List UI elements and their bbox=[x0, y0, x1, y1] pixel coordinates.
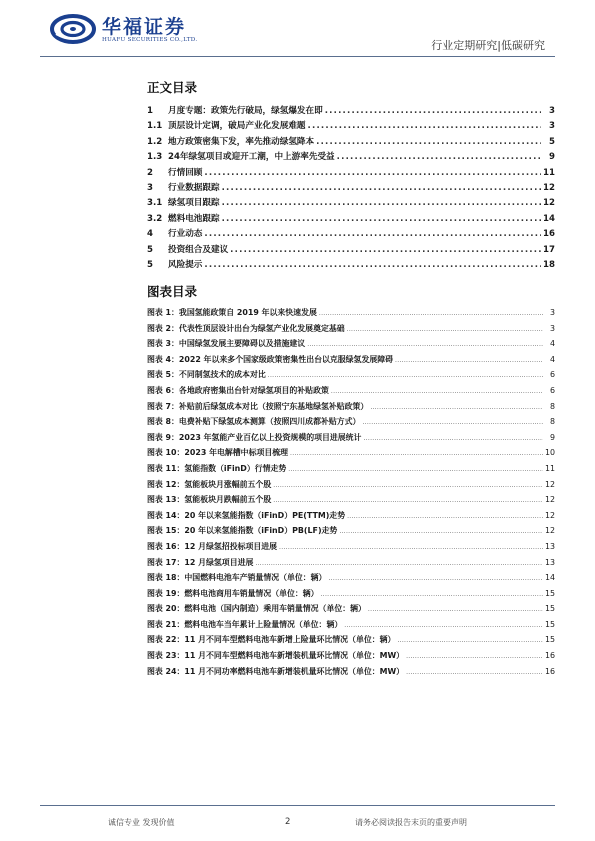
brand-name-cn: 华福证券 bbox=[102, 16, 187, 38]
figure-entry-label: 图表 9： bbox=[147, 432, 179, 442]
figure-entry-label: 图表 8： bbox=[147, 417, 179, 427]
leader-dots bbox=[319, 310, 543, 317]
figure-entry-page: 15 bbox=[544, 635, 555, 645]
toc-entry-number: 5 bbox=[147, 244, 153, 255]
toc-entry-title: 燃料电池跟踪 bbox=[168, 213, 220, 224]
figure-entry[interactable] bbox=[147, 369, 555, 385]
figure-entry-label: 图表 4： bbox=[147, 354, 179, 364]
footer-slogan: 诚信专业 发现价值 bbox=[108, 818, 175, 827]
company-logo bbox=[50, 10, 200, 50]
figure-entry-title: 燃料电池车当年累计上险量情况（单位：辆） bbox=[184, 619, 343, 629]
figure-entry-page: 6 bbox=[549, 370, 555, 380]
figure-entry-label: 图表 14： bbox=[147, 510, 185, 520]
figure-entry-title: 中国绿氢发展主要障碍以及措施建议 bbox=[178, 339, 306, 349]
figure-entry-label: 图表 10： bbox=[147, 448, 185, 458]
figure-entry[interactable] bbox=[147, 494, 555, 510]
toc-entry-title: 行业动态 bbox=[168, 229, 203, 240]
figure-entry-title: 代表性顶层设计出台为绿氢产业化发展奠定基础 bbox=[178, 323, 345, 333]
figure-entry-page: 9 bbox=[549, 432, 555, 442]
toc-heading: 正文目录 bbox=[147, 80, 198, 95]
toc-entry-title: 24年绿氢项目或迎开工潮，中上游率先受益 bbox=[168, 152, 335, 163]
figure-entry-title: 中国燃料电池车产销量情况（单位：辆） bbox=[184, 573, 327, 583]
toc-entry-number: 5 bbox=[147, 259, 153, 270]
toc-entry-title: 风险提示 bbox=[168, 259, 203, 270]
figure-entry[interactable] bbox=[147, 572, 555, 588]
figure-entry-title: 11 月不同车型燃料电池车新增上险量环比情况（单位：辆） bbox=[184, 635, 396, 645]
figure-entry-label: 图表 6： bbox=[147, 385, 179, 395]
toc-entry-title: 行业数据跟踪 bbox=[168, 182, 220, 193]
toc-entry-page: 9 bbox=[549, 152, 555, 163]
figure-entry-page: 16 bbox=[544, 666, 555, 676]
leader-dots bbox=[307, 341, 543, 348]
leader-dots bbox=[290, 450, 543, 457]
leader-dots bbox=[328, 575, 543, 582]
figure-entry[interactable] bbox=[147, 354, 555, 370]
figure-entry-title: 氢能板块月涨幅前五个股 bbox=[184, 479, 272, 489]
figure-entry-title: 2023 年氢能产业百亿以上投资规模的项目进展统计 bbox=[178, 432, 362, 442]
figure-entry-label: 图表 18： bbox=[147, 573, 185, 583]
toc-entry-title: 绿氢项目跟踪 bbox=[168, 198, 220, 209]
figure-entry[interactable] bbox=[147, 416, 555, 432]
figure-entry-page: 8 bbox=[549, 401, 555, 411]
toc-entry[interactable] bbox=[147, 227, 555, 242]
figure-list bbox=[147, 307, 555, 681]
leader-dots bbox=[368, 606, 543, 613]
toc-entry[interactable] bbox=[147, 196, 555, 211]
figure-entry-title: 电费补贴下绿氢成本测算（按照四川成都补贴方式） bbox=[178, 417, 361, 427]
figure-entry[interactable] bbox=[147, 338, 555, 354]
figure-entry-title: 氢能板块月跌幅前五个股 bbox=[184, 495, 272, 505]
leader-dots bbox=[230, 245, 541, 255]
figure-entry-page: 16 bbox=[544, 651, 555, 661]
figure-entry[interactable] bbox=[147, 307, 555, 323]
toc-entry-page: 17 bbox=[543, 244, 555, 255]
toc-entry[interactable] bbox=[147, 243, 555, 258]
leader-dots bbox=[370, 404, 543, 411]
toc-entry-page: 12 bbox=[543, 182, 555, 193]
figure-entry-label: 图表 15： bbox=[147, 526, 185, 536]
figure-entry-title: 2022 年以来多个国家级政策密集性出台以克服绿氢发展障碍 bbox=[178, 354, 394, 364]
figure-entry-title: 补贴前后绿氢成本对比（按照宁东基地绿氢补贴政策） bbox=[178, 401, 369, 411]
figure-entry-page: 15 bbox=[544, 604, 555, 614]
figure-entry-page: 12 bbox=[544, 479, 555, 489]
leader-dots bbox=[255, 560, 543, 567]
figure-entry-label: 图表 22： bbox=[147, 635, 185, 645]
figure-entry-title: 20 年以来氢能指数（iFinD）PE(TTM)走势 bbox=[184, 510, 346, 520]
figure-entry[interactable] bbox=[147, 510, 555, 526]
figure-entry-label: 图表 2： bbox=[147, 323, 179, 333]
leader-dots bbox=[344, 622, 543, 629]
figure-entry-page: 15 bbox=[544, 619, 555, 629]
figures-heading: 图表目录 bbox=[147, 284, 198, 299]
huafu-logo-icon bbox=[50, 14, 96, 44]
figure-entry-label: 图表 23： bbox=[147, 651, 185, 661]
leader-dots bbox=[347, 326, 543, 333]
leader-dots bbox=[331, 388, 543, 395]
toc-entry[interactable] bbox=[147, 166, 555, 181]
figure-entry-title: 我国氢能政策自 2019 年以来快速发展 bbox=[178, 308, 317, 317]
toc-entry-page: 12 bbox=[543, 198, 555, 209]
figure-entry-label: 图表 12： bbox=[147, 479, 185, 489]
leader-dots bbox=[337, 152, 541, 162]
toc-entry-number: 3.2 bbox=[147, 213, 163, 224]
leader-dots bbox=[308, 121, 541, 131]
toc-entry-page: 11 bbox=[543, 167, 555, 178]
figure-entry[interactable] bbox=[147, 557, 555, 573]
leader-dots bbox=[273, 497, 543, 504]
toc-entry-number: 1.2 bbox=[147, 136, 163, 147]
table-of-contents bbox=[147, 104, 555, 273]
figure-entry[interactable] bbox=[147, 603, 555, 619]
figure-entry-label: 图表 16： bbox=[147, 541, 185, 551]
figure-entry-title: 燃料电池商用车销量情况（单位：辆） bbox=[184, 588, 319, 598]
brand-name-en: HUAFU SECURITIES CO.,LTD. bbox=[102, 37, 198, 43]
figure-entry[interactable] bbox=[147, 385, 555, 401]
toc-entry[interactable] bbox=[147, 150, 555, 165]
figure-entry[interactable] bbox=[147, 541, 555, 557]
figure-entry-page: 6 bbox=[549, 385, 555, 395]
leader-dots bbox=[325, 106, 541, 116]
footer-divider bbox=[40, 805, 555, 806]
leader-dots bbox=[406, 653, 543, 660]
figure-entry-label: 图表 5： bbox=[147, 370, 179, 380]
toc-entry[interactable] bbox=[147, 119, 555, 134]
figure-entry-title: 燃料电池（国内制造）乘用车销量情况（单位：辆） bbox=[184, 604, 366, 614]
leader-dots bbox=[347, 513, 543, 520]
figure-entry[interactable] bbox=[147, 463, 555, 479]
figure-entry-page: 15 bbox=[544, 588, 555, 598]
figure-entry-page: 14 bbox=[544, 573, 555, 583]
toc-entry-page: 14 bbox=[543, 213, 555, 224]
toc-entry-page: 18 bbox=[543, 259, 555, 270]
figure-entry-page: 3 bbox=[549, 323, 555, 333]
figure-entry-page: 4 bbox=[549, 354, 555, 364]
figure-entry[interactable] bbox=[147, 650, 555, 666]
leader-dots bbox=[316, 137, 541, 147]
leader-dots bbox=[339, 528, 543, 535]
figure-entry[interactable] bbox=[147, 479, 555, 495]
leader-dots bbox=[204, 229, 541, 239]
figure-entry-title: 各地政府密集出台针对绿氢项目的补贴政策 bbox=[178, 385, 329, 395]
figure-entry[interactable] bbox=[147, 588, 555, 604]
figure-entry-title: 12 月绿氢项目进展 bbox=[184, 557, 254, 567]
leader-dots bbox=[222, 183, 541, 193]
figure-entry-page: 13 bbox=[544, 541, 555, 551]
toc-entry-number: 1.3 bbox=[147, 152, 163, 163]
leader-dots bbox=[363, 435, 543, 442]
figure-entry-page: 4 bbox=[549, 339, 555, 349]
toc-entry-number: 2 bbox=[147, 167, 153, 178]
figure-entry-title: 不同制氢技术的成本对比 bbox=[178, 370, 266, 380]
leader-dots bbox=[222, 198, 541, 208]
leader-dots bbox=[204, 260, 541, 270]
toc-entry-title: 地方政策密集下发，率先推动绿氢降本 bbox=[168, 136, 315, 147]
figure-entry-page: 12 bbox=[544, 510, 555, 520]
toc-entry-title: 行情回顾 bbox=[168, 167, 203, 178]
figure-entry-title: 2023 年电解槽中标项目梳理 bbox=[184, 448, 289, 458]
figure-entry-label: 图表 11： bbox=[147, 463, 185, 473]
leader-dots bbox=[288, 466, 543, 473]
leader-dots bbox=[395, 357, 543, 364]
figure-entry-title: 20 年以来氢能指数（iFinD）PB(LF)走势 bbox=[184, 526, 338, 536]
toc-entry-title: 投资组合及建议 bbox=[168, 244, 229, 255]
toc-entry-number: 4 bbox=[147, 229, 153, 240]
leader-dots bbox=[204, 168, 541, 178]
toc-entry[interactable] bbox=[147, 212, 555, 227]
toc-entry[interactable] bbox=[147, 258, 555, 273]
toc-entry-number: 3.1 bbox=[147, 198, 163, 209]
figure-entry[interactable] bbox=[147, 401, 555, 417]
page-number: 2 bbox=[285, 817, 291, 827]
figure-entry-page: 12 bbox=[544, 495, 555, 505]
leader-dots bbox=[321, 591, 543, 598]
leader-dots bbox=[273, 482, 543, 489]
figure-entry[interactable] bbox=[147, 447, 555, 463]
figure-entry[interactable] bbox=[147, 323, 555, 339]
toc-entry-title: 顶层设计定调，破局产业化发展难题 bbox=[168, 121, 306, 132]
toc-entry[interactable] bbox=[147, 104, 555, 119]
figure-entry[interactable] bbox=[147, 619, 555, 635]
toc-entry-page: 16 bbox=[543, 229, 555, 240]
toc-entry-page: 3 bbox=[549, 121, 555, 132]
toc-entry-number: 1.1 bbox=[147, 121, 163, 132]
leader-dots bbox=[406, 669, 543, 676]
figure-entry-page: 11 bbox=[544, 463, 555, 473]
toc-entry-number: 1 bbox=[147, 106, 153, 116]
figure-entry[interactable] bbox=[147, 666, 555, 682]
leader-dots bbox=[362, 419, 543, 426]
figure-entry-label: 图表 7： bbox=[147, 401, 179, 411]
figure-entry[interactable] bbox=[147, 432, 555, 448]
report-type: 行业定期研究|低碳研究 bbox=[431, 39, 545, 52]
figure-entry-page: 10 bbox=[544, 448, 555, 458]
leader-dots bbox=[397, 637, 543, 644]
toc-entry[interactable] bbox=[147, 135, 555, 150]
figure-entry[interactable] bbox=[147, 634, 555, 650]
toc-entry-number: 3 bbox=[147, 182, 153, 193]
toc-entry-page: 3 bbox=[549, 106, 555, 116]
figure-entry-label: 图表 24： bbox=[147, 666, 185, 676]
figure-entry-page: 3 bbox=[549, 308, 555, 317]
figure-entry-title: 12 月绿氢招投标项目进展 bbox=[184, 541, 278, 551]
figure-entry-page: 13 bbox=[544, 557, 555, 567]
figure-entry-page: 8 bbox=[549, 417, 555, 427]
figure-entry-title: 氢能指数（iFinD）行情走势 bbox=[184, 463, 287, 473]
figure-entry-page: 12 bbox=[544, 526, 555, 536]
footer-disclaimer: 请务必阅读报告末页的重要声明 bbox=[355, 818, 467, 827]
page-header bbox=[0, 0, 595, 60]
figure-entry-label: 图表 13： bbox=[147, 495, 185, 505]
toc-entry-page: 5 bbox=[549, 136, 555, 147]
figure-entry-title: 11 月不同车型燃料电池车新增装机量环比情况（单位：MW） bbox=[184, 651, 405, 661]
toc-entry-title: 月度专题：政策先行破局，绿氢爆发在即 bbox=[168, 106, 323, 116]
figure-entry-label: 图表 20： bbox=[147, 604, 185, 614]
header-divider bbox=[40, 56, 555, 57]
toc-entry[interactable] bbox=[147, 181, 555, 196]
figure-entry[interactable] bbox=[147, 525, 555, 541]
figure-entry-label: 图表 19： bbox=[147, 588, 185, 598]
leader-dots bbox=[279, 544, 543, 551]
leader-dots bbox=[268, 372, 543, 379]
leader-dots bbox=[222, 214, 541, 224]
figure-entry-label: 图表 21： bbox=[147, 619, 185, 629]
figure-entry-label: 图表 1： bbox=[147, 308, 179, 317]
figure-entry-title: 11 月不同功率燃料电池车新增装机量环比情况（单位：MW） bbox=[184, 666, 405, 676]
figure-entry-label: 图表 17： bbox=[147, 557, 185, 567]
figure-entry-label: 图表 3： bbox=[147, 339, 179, 349]
